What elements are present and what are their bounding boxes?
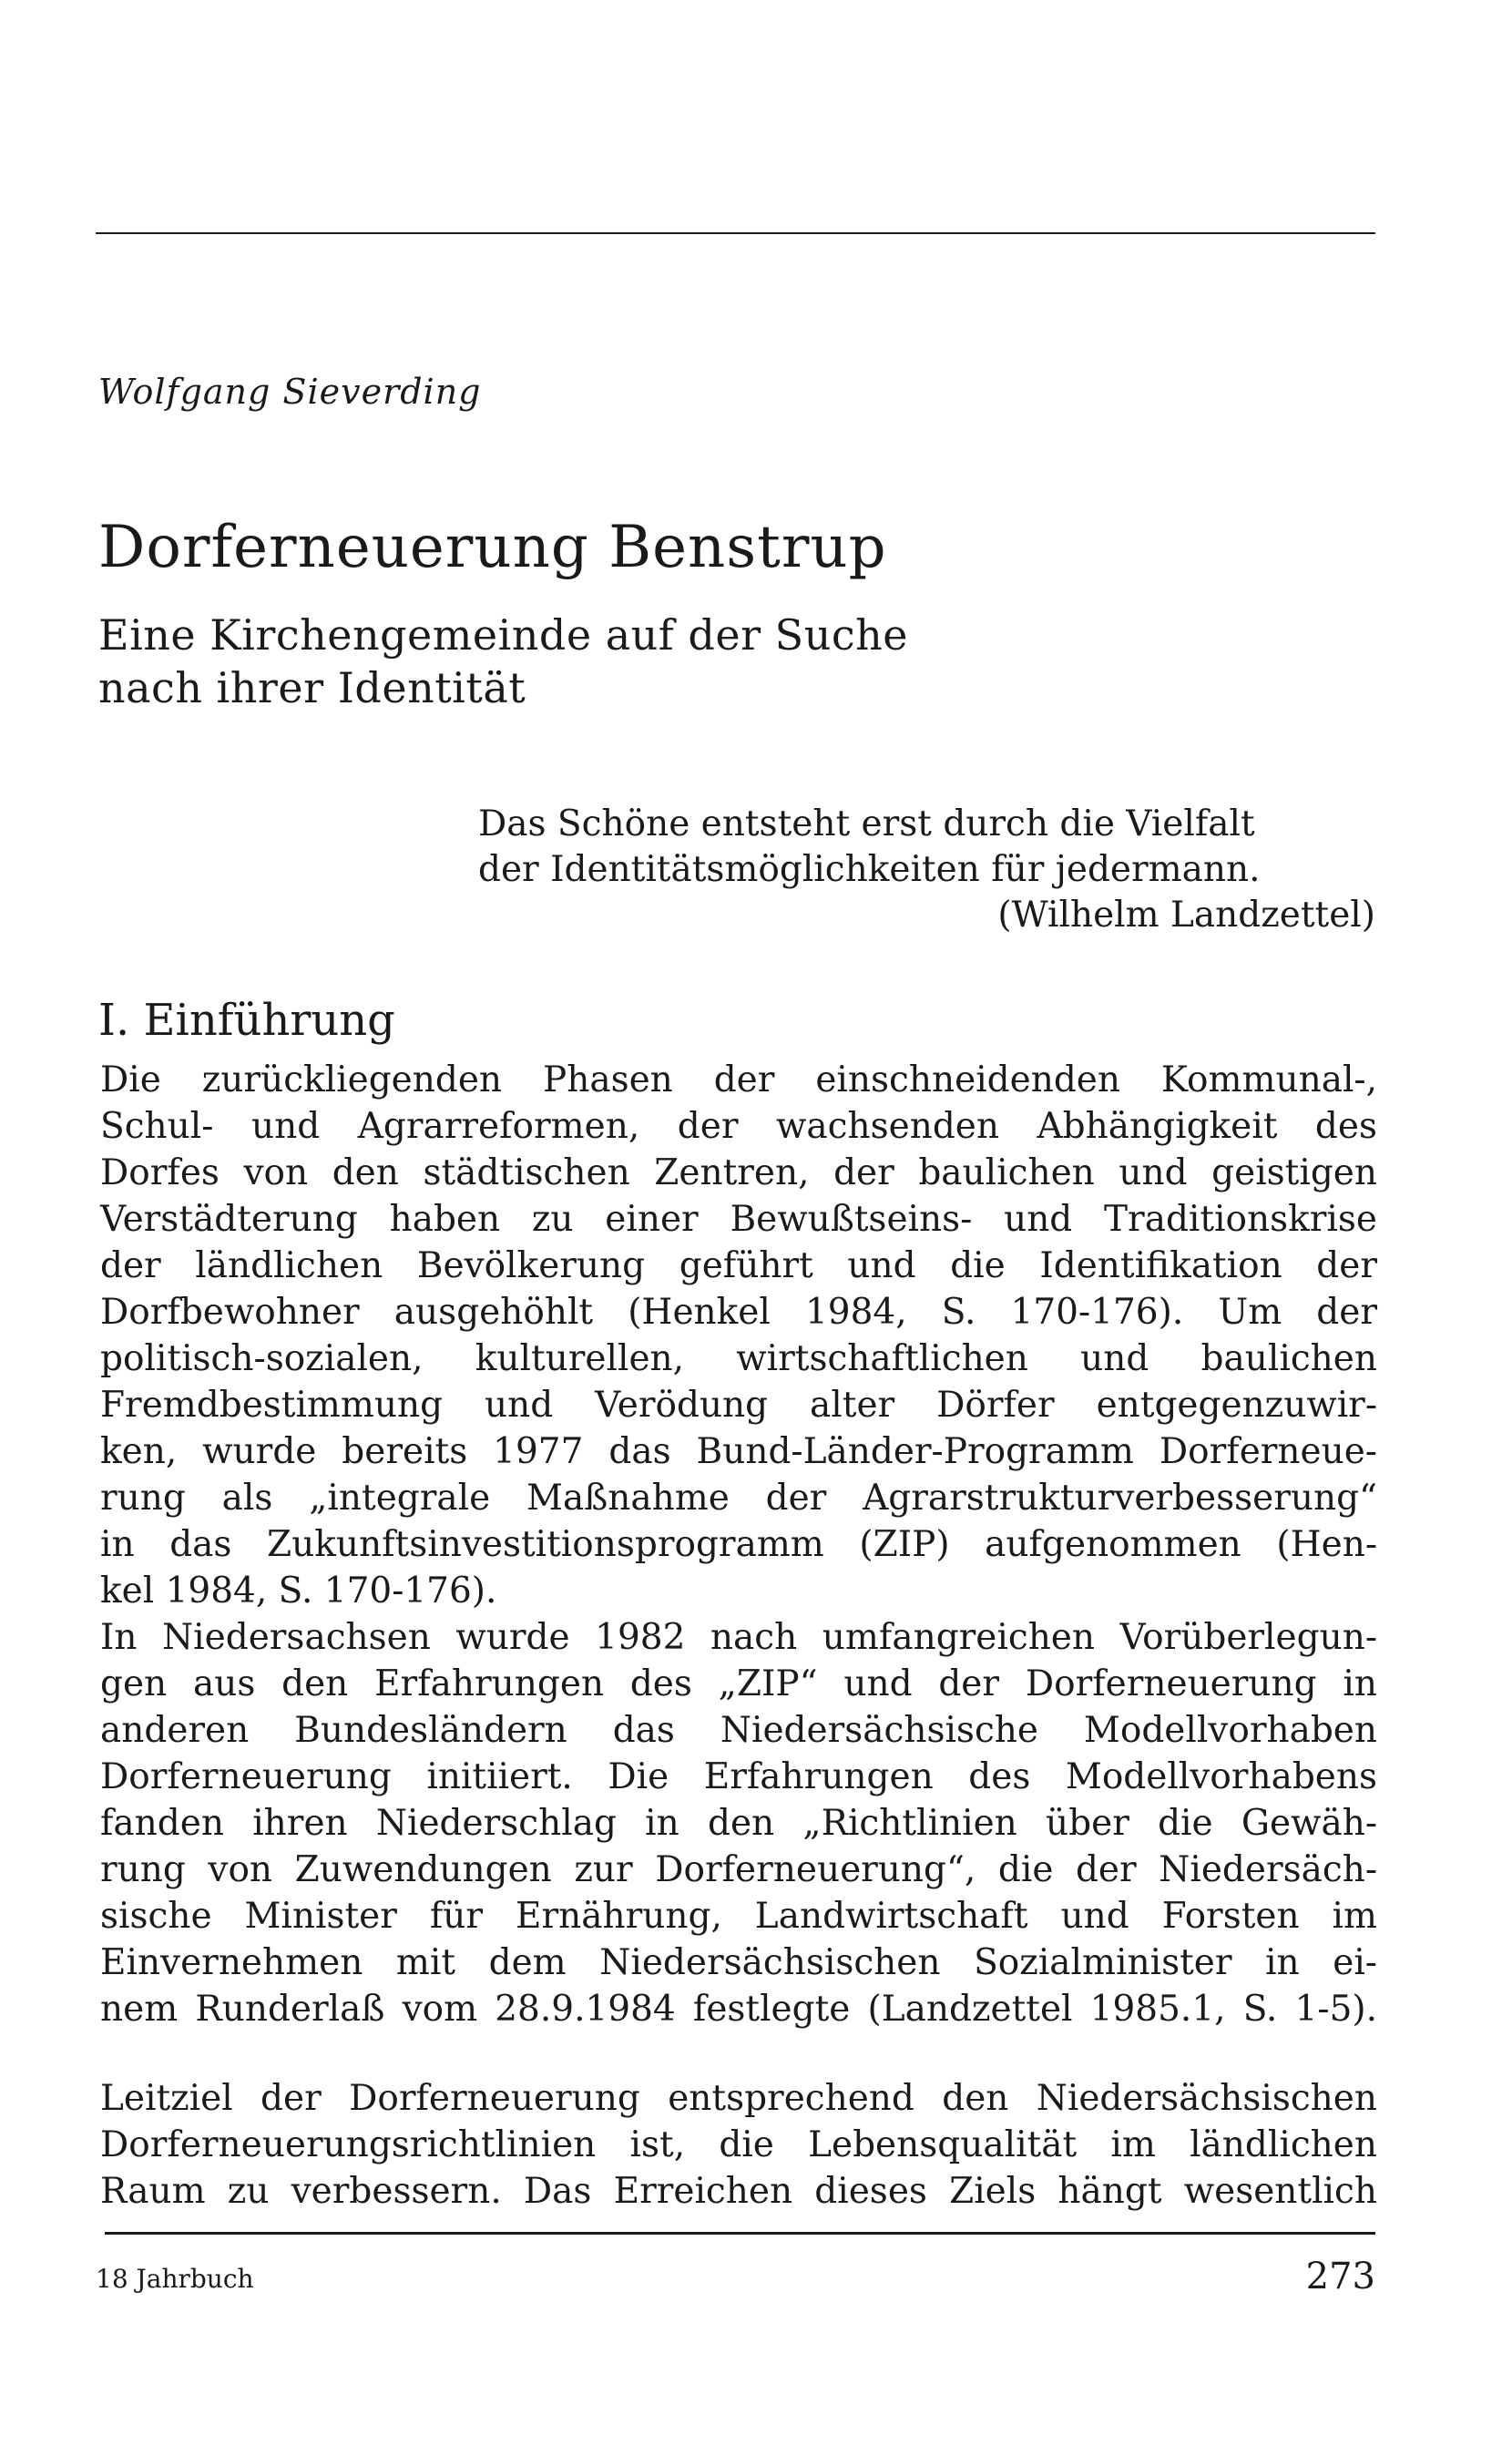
author-name: Wolfgang Sieverding (98, 372, 482, 412)
text-line: Einvernehmen mit dem Niedersächsischen Sozialminister in ei- (100, 1942, 1377, 1983)
article-title: Dorferneuerung Benstrup (98, 514, 887, 581)
text-line: Fremdbestimmung und Verödung alter Dörfer entgegenzuwir- (100, 1385, 1377, 1426)
body-paragraph-2 (100, 1614, 1377, 2032)
text-line: Schul- und Agrarreformen, der wachsenden Abhängigkeit des (100, 1106, 1377, 1147)
text-line: Leitziel der Dorferneuerung entsprechend den Niedersächsischen (100, 2078, 1377, 2119)
text-line: rung als „integrale Maßnahme der Agrarstrukturverbesserung“ (100, 1478, 1377, 1519)
text-line: fanden ihren Niederschlag in den „Richtlinien über die Gewäh- (100, 1803, 1377, 1844)
text-line: Dorferneuerungsrichtlinien ist, die Lebensqualität im ländlichen (100, 2124, 1377, 2165)
text-line: Raum zu verbessern. Das Erreichen dieses Ziels hängt wesentlich (100, 2171, 1377, 2212)
text-line: in das Zukunftsinvestitionsprogramm (ZIP) aufgenommen (Hen- (100, 1524, 1377, 1565)
text-line: Dorfbewohner ausgehöhlt (Henkel 1984, S. 170-176). Um der (100, 1292, 1377, 1333)
text-line: nem Runderlaß vom 28.9.1984 festlegte (Landzettel 1985.1, S. 1-5). (100, 1989, 1377, 2030)
text-line: gen aus den Erfahrungen des „ZIP“ und der Dorferneuerung in (100, 1663, 1377, 1704)
header-rule (96, 232, 1375, 234)
epigraph (478, 802, 1375, 938)
text-line: ken, wurde bereits 1977 das Bund-Länder-Programm Dorferneue- (100, 1431, 1377, 1472)
text-line: anderen Bundesländern das Niedersächsische Modellvorhaben (100, 1710, 1377, 1751)
footer-rule (105, 2232, 1375, 2235)
body-paragraph-3 (100, 2075, 1377, 2215)
subtitle-line: nach ihrer Identität (98, 663, 526, 712)
epigraph-line: Das Schöne entsteht erst durch die Vielfalt (478, 803, 1255, 844)
body-paragraph-1 (100, 1057, 1377, 1614)
text-line: politisch-sozialen, kulturellen, wirtschaftlichen und baulichen (100, 1338, 1377, 1379)
text-line: Die zurückliegenden Phasen der einschneidenden Kommunal-, (100, 1059, 1377, 1100)
section-heading: I. Einführung (98, 995, 395, 1046)
text-line: In Niedersachsen wurde 1982 nach umfangreichen Vorüberlegun- (100, 1617, 1377, 1658)
page-number: 273 (1305, 2256, 1375, 2297)
subtitle-line: Eine Kirchengemeinde auf der Suche (98, 610, 908, 660)
text-line: der ländlichen Bevölkerung geführt und die Identifikation der (100, 1245, 1377, 1286)
text-line: Dorferneuerung initiiert. Die Erfahrungen des Modellvorhabens (100, 1756, 1377, 1797)
article-subtitle (98, 609, 1191, 714)
text-line: kel 1984, S. 170-176). (100, 1571, 497, 1612)
epigraph-source: (Wilhelm Landzettel) (997, 895, 1375, 936)
text-line: Verstädterung haben zu einer Bewußtseins- und Traditionskrise (100, 1199, 1377, 1240)
epigraph-line: der Identitätsmöglichkeiten für jedermann. (478, 849, 1261, 890)
signature-mark: 18 Jahrbuch (96, 2264, 254, 2294)
text-line: sische Minister für Ernährung, Landwirtschaft und Forsten im (100, 1896, 1377, 1937)
text-line: Dorfes von den städtischen Zentren, der baulichen und geistigen (100, 1152, 1377, 1193)
text-line: rung von Zuwendungen zur Dorferneuerung“, die der Niedersäch- (100, 1849, 1377, 1890)
